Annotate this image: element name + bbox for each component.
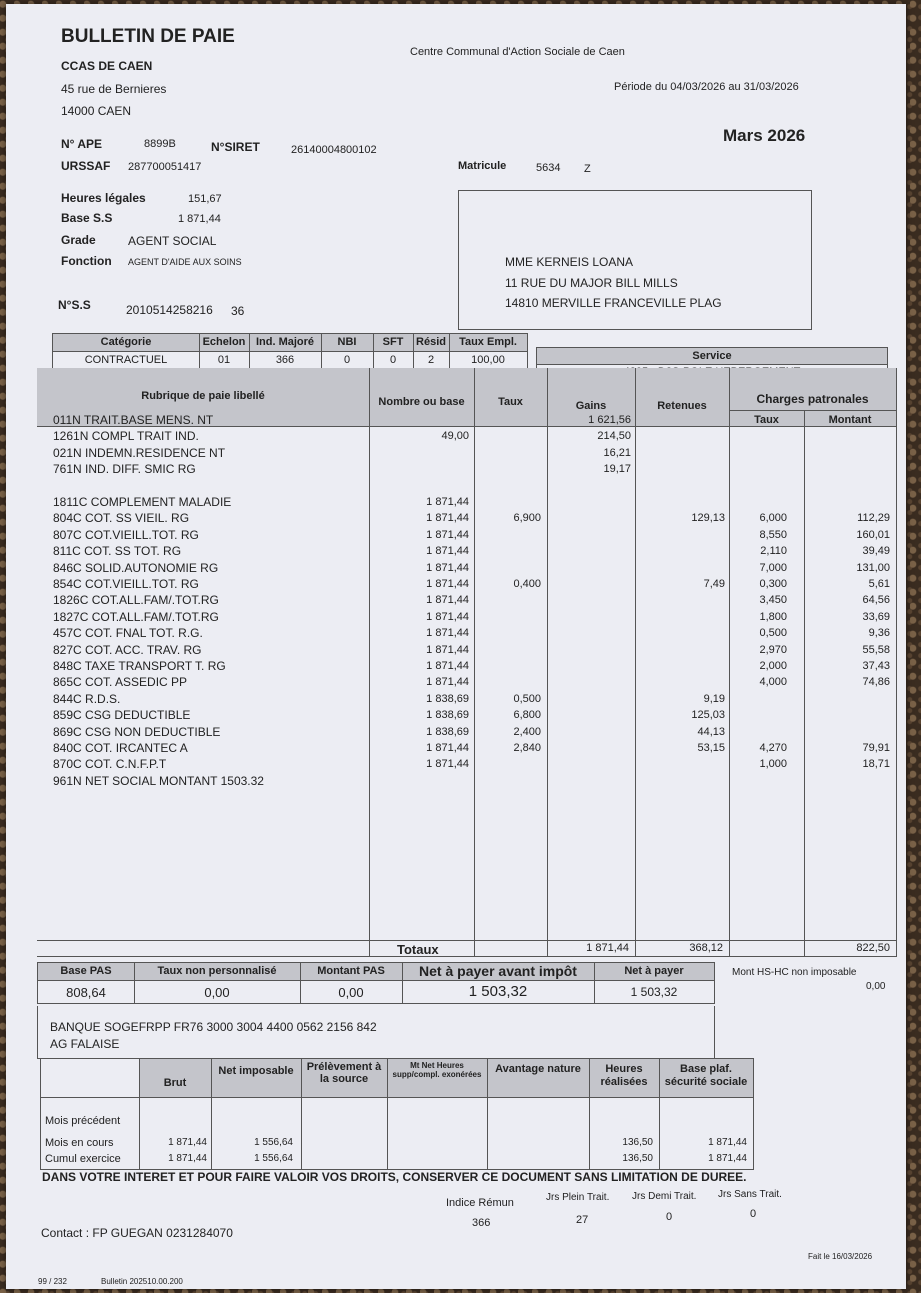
row-charges-taux: 6,000	[759, 512, 787, 525]
row-label: 870C COT. C.N.F.P.T	[53, 757, 167, 772]
recipient-city: 14810 MERVILLE FRANCEVILLE PLAG	[505, 296, 722, 310]
row-retenues: 7,49	[703, 578, 725, 590]
row-retenues: 53,15	[697, 742, 725, 754]
net-pay-table	[37, 962, 715, 1004]
cumul-row-net: 1 556,64	[254, 1153, 293, 1164]
organisation-full-name: Centre Communal d'Action Sociale de Caen	[410, 46, 625, 58]
row-taux: 0,400	[513, 578, 541, 590]
row-label: 844C R.D.S.	[53, 691, 121, 706]
status-header-nbi: NBI	[337, 336, 357, 348]
row-retenues: 44,13	[697, 725, 725, 738]
mont-hs-label: Mont HS-HC non imposable	[732, 967, 857, 978]
urssaf-label: URSSAF	[61, 159, 111, 173]
row-gains: 19,17	[603, 463, 631, 476]
status-value-sft: 0	[389, 354, 397, 366]
bank-line2: AG FALAISE	[50, 1037, 120, 1051]
row-label: 869C CSG NON DEDUCTIBLE	[53, 724, 221, 739]
row-label: 804C COT. SS VIEIL. RG	[53, 511, 190, 526]
header-taux: Taux	[498, 396, 523, 408]
header-charges-taux: Taux	[754, 414, 779, 426]
header-rubrique: Rubrique de paie libellé	[141, 390, 265, 402]
row-label: 854C COT.VIEILL.TOT. RG	[53, 577, 199, 591]
contact-info: Contact : FP GUEGAN 0231284070	[41, 1226, 233, 1240]
plein-trait-value: 27	[576, 1214, 589, 1226]
row-charges-taux: 2,970	[759, 643, 787, 656]
pay-month: Mars 2026	[723, 126, 806, 145]
ape-label: N° APE	[61, 137, 103, 151]
row-taux: 6,900	[513, 512, 541, 525]
row-taux: 2,400	[513, 725, 541, 738]
row-label: 848C TAXE TRANSPORT T. RG	[53, 659, 226, 673]
ape-value: 8899B	[144, 138, 176, 150]
row-charges-taux: 0,500	[759, 627, 787, 640]
row-label: 827C COT. ACC. TRAV. RG	[53, 642, 202, 657]
employer-address-line2: 14000 CAEN	[61, 104, 132, 118]
status-table	[52, 333, 528, 371]
row-base: 1 871,44	[426, 512, 469, 525]
row-taux: 0,500	[513, 692, 541, 705]
employer-name: CCAS DE CAEN	[61, 59, 153, 73]
row-label: 761N IND. DIFF. SMIC RG	[53, 462, 196, 477]
cumul-row-brut: 1 871,44	[168, 1153, 207, 1164]
header-retenues: Retenues	[657, 400, 707, 412]
status-value-categorie: CONTRACTUEL	[84, 354, 168, 366]
page-number: 99 / 232	[38, 1277, 67, 1286]
service-label: Service	[692, 350, 732, 362]
cumul-header-avantage-nature: Avantage nature	[495, 1063, 581, 1075]
net-header-base-pas: Base PAS	[60, 965, 112, 977]
row-charges-montant: 55,58	[862, 643, 890, 656]
demi-trait-label: Jrs Demi Trait.	[632, 1191, 697, 1202]
indice-label: Indice Rémun	[446, 1197, 514, 1209]
row-charges-taux: 3,450	[759, 594, 787, 607]
row-charges-montant: 9,36	[868, 627, 890, 640]
status-value-taux-empl: 100,00	[471, 354, 505, 366]
totals-label: Totaux	[397, 942, 439, 957]
row-label: 807C COT.VIEILL.TOT. RG	[53, 527, 199, 542]
row-charges-montant: 64,56	[862, 594, 890, 607]
row-charges-taux: 8,550	[759, 528, 787, 541]
cumul-row-plaf: 1 871,44	[708, 1137, 747, 1148]
indice-value: 366	[472, 1217, 491, 1229]
row-base: 1 838,69	[426, 692, 469, 705]
net-value-montant-pas: 0,00	[338, 985, 364, 1000]
row-retenues: 129,13	[691, 512, 725, 525]
total-gains: 1 871,44	[586, 942, 629, 954]
status-value-echelon: 01	[217, 354, 231, 366]
row-taux: 2,840	[513, 742, 541, 754]
row-base: 1 871,44	[426, 528, 469, 541]
demi-trait-value: 0	[666, 1211, 673, 1223]
row-base: 1 838,69	[426, 725, 469, 738]
row-charges-taux: 4,270	[759, 742, 787, 754]
row-charges-montant: 33,69	[862, 610, 890, 623]
base-ss-label: Base S.S	[61, 211, 113, 225]
row-charges-taux: 4,000	[759, 676, 787, 689]
sans-trait-value: 0	[750, 1208, 757, 1220]
row-charges-montant: 39,49	[862, 545, 890, 558]
row-charges-taux: 0,300	[759, 578, 787, 590]
cumul-row-label: Mois en cours	[45, 1137, 114, 1149]
bank-line1: BANQUE SOGEFRPP FR76 3000 3004 4400 0562 2156 842	[50, 1020, 377, 1034]
total-charges: 822,50	[856, 942, 890, 954]
cumul-header-base-plaf: Base plaf. sécurité sociale	[664, 1063, 748, 1088]
row-base: 1 871,44	[426, 594, 469, 607]
cumul-header-brut: Brut	[163, 1077, 187, 1089]
fait-le: Fait le 16/03/2026	[808, 1252, 873, 1261]
row-label: 011N TRAIT.BASE MENS. NT	[53, 413, 214, 427]
row-base: 1 871,44	[426, 561, 469, 574]
row-label: 1261N COMPL TRAIT IND.	[53, 429, 199, 444]
cumul-header-heures: Heures réalisées	[600, 1063, 648, 1088]
recipient-name: MME KERNEIS LOANA	[505, 255, 634, 269]
nss-key: 36	[231, 304, 245, 318]
net-header-taux: Taux non personnalisé	[157, 965, 277, 977]
row-retenues: 9,19	[703, 692, 725, 705]
siret-label: N°SIRET	[211, 140, 260, 154]
recipient-street: 11 RUE DU MAJOR BILL MILLS	[505, 276, 678, 290]
row-base: 1 871,44	[426, 578, 469, 590]
net-header-net-a-payer: Net à payer	[624, 965, 684, 977]
row-base: 49,00	[441, 430, 469, 443]
plein-trait-label: Jrs Plein Trait.	[546, 1192, 610, 1203]
row-charges-montant: 112,29	[857, 512, 890, 525]
status-header-sft: SFT	[382, 336, 404, 348]
nss-value: 2010514258216	[126, 303, 213, 317]
row-charges-taux: 2,110	[760, 545, 787, 558]
row-label: 840C COT. IRCANTEC A	[53, 741, 188, 755]
row-gains: 1 621,56	[588, 414, 631, 426]
row-base: 1 871,44	[426, 496, 469, 508]
cumul-row-net: 1 556,64	[254, 1137, 293, 1148]
urssaf-value: 287700051417	[128, 161, 202, 173]
row-retenues: 125,03	[691, 709, 725, 722]
cumul-row-heures: 136,50	[622, 1153, 653, 1164]
row-label: 1826C COT.ALL.FAM/.TOT.RG	[53, 593, 219, 608]
row-charges-montant: 160,01	[856, 528, 890, 541]
matricule-label: Matricule	[458, 160, 507, 172]
legal-hours-label: Heures légales	[61, 191, 146, 205]
row-label: 865C COT. ASSEDIC PP	[53, 675, 188, 690]
header-gains: Gains	[575, 400, 607, 412]
status-header-categorie: Catégorie	[100, 336, 152, 348]
siret-value: 26140004800102	[291, 144, 377, 156]
row-label: 1827C COT.ALL.FAM/.TOT.RG	[53, 609, 219, 624]
total-retenues: 368,12	[689, 942, 723, 954]
row-base: 1 871,44	[426, 610, 469, 623]
cumul-table	[40, 1058, 754, 1170]
row-charges-montant: 74,86	[862, 676, 890, 689]
recipient-address-box	[458, 190, 812, 330]
status-value-resid: 2	[427, 354, 435, 366]
row-base: 1 871,44	[426, 660, 469, 672]
net-header-montant-pas: Montant PAS	[317, 965, 385, 977]
fonction-label: Fonction	[61, 254, 112, 268]
legal-hours-value: 151,67	[188, 193, 222, 205]
net-value-base-pas: 808,64	[66, 985, 106, 1000]
cumul-row-brut: 1 871,44	[168, 1137, 207, 1148]
cumul-row-label: Cumul exercice	[45, 1153, 121, 1165]
net-value-avant-impot: 1 503,32	[468, 983, 528, 1000]
status-value-nbi: 0	[343, 354, 351, 366]
row-label: 859C CSG DEDUCTIBLE	[53, 708, 191, 723]
row-charges-montant: 79,91	[862, 742, 890, 754]
row-base: 1 871,44	[426, 627, 469, 640]
row-base: 1 871,44	[426, 545, 469, 558]
row-label: 846C SOLID.AUTONOMIE RG	[53, 560, 219, 575]
row-charges-taux: 2,000	[759, 660, 787, 672]
header-base: Nombre ou base	[378, 396, 465, 408]
payroll-lines-table	[37, 368, 897, 957]
cumul-row-heures: 136,50	[622, 1137, 653, 1148]
row-base: 1 871,44	[426, 758, 469, 771]
bulletin-reference: Bulletin 202510.00.200	[101, 1277, 183, 1286]
status-header-resid: Résid	[416, 336, 446, 348]
row-charges-montant: 37,43	[862, 660, 890, 672]
row-gains: 16,21	[603, 446, 631, 459]
row-charges-montant: 131,00	[856, 561, 890, 574]
row-charges-taux: 1,000	[759, 758, 787, 771]
net-value-net-a-payer: 1 503,32	[630, 985, 678, 999]
cumul-row-plaf: 1 871,44	[708, 1153, 747, 1164]
status-value-ind-majore: 366	[275, 354, 295, 366]
row-label: 811C COT. SS TOT. RG	[53, 544, 182, 559]
row-base: 1 871,44	[426, 643, 469, 656]
header-charges-patronales: Charges patronales	[756, 392, 869, 406]
bank-box	[37, 1006, 715, 1059]
row-charges-taux: 1,800	[759, 610, 787, 623]
matricule-suffix: Z	[584, 163, 591, 175]
status-header-echelon: Echelon	[202, 336, 246, 348]
row-base: 1 871,44	[426, 742, 469, 754]
cumul-header-mt-net-heures: Mt Net Heures supp/compl. exonérées	[392, 1061, 482, 1079]
cumul-header-net-imposable: Net imposable	[218, 1065, 294, 1077]
status-header-taux-empl: Taux Empl.	[459, 336, 517, 348]
grade-label: Grade	[61, 233, 96, 247]
header-charges-montant: Montant	[828, 414, 872, 426]
row-charges-taux: 7,000	[759, 561, 787, 574]
row-label: 1811C COMPLEMENT MALADIE	[53, 495, 232, 509]
nss-label: N°S.S	[58, 298, 91, 312]
row-gains: 214,50	[597, 430, 631, 443]
row-taux: 6,800	[513, 709, 541, 722]
row-charges-montant: 18,71	[862, 758, 890, 771]
net-header-avant-impot: Net à payer avant impôt	[419, 963, 577, 979]
net-value-taux: 0,00	[204, 985, 230, 1000]
row-base: 1 838,69	[426, 709, 469, 722]
row-label: 961N NET SOCIAL MONTANT 1503.32	[53, 773, 264, 788]
pay-period: Période du 04/03/2026 au 31/03/2026	[614, 81, 799, 93]
mont-hs-value: 0,00	[866, 981, 886, 992]
sans-trait-label: Jrs Sans Trait.	[718, 1189, 782, 1200]
row-base: 1 871,44	[426, 676, 469, 689]
document-title: BULLETIN DE PAIE	[61, 26, 235, 47]
legal-notice: DANS VOTRE INTERET ET POUR FAIRE VALOIR VOS DROITS, CONSERVER CE DOCUMENT SANS LIMITATION DE DUREE.	[42, 1170, 747, 1184]
row-label: 457C COT. FNAL TOT. R.G.	[53, 626, 203, 641]
matricule-value: 5634	[536, 162, 561, 174]
status-header-ind-majore: Ind. Majoré	[255, 336, 315, 348]
row-charges-montant: 5,61	[868, 578, 890, 590]
base-ss-value: 1 871,44	[178, 213, 221, 225]
fonction-value: AGENT D'AIDE AUX SOINS	[128, 257, 242, 267]
cumul-row-label: Mois précédent	[45, 1115, 121, 1127]
payslip-page	[6, 4, 906, 1289]
employer-address-line1: 45 rue de Bernieres	[61, 82, 167, 96]
row-label: 021N INDEMN.RESIDENCE NT	[53, 445, 226, 460]
cumul-header-prelevement: Prélèvement à la source	[306, 1061, 382, 1085]
grade-value: AGENT SOCIAL	[128, 234, 217, 248]
